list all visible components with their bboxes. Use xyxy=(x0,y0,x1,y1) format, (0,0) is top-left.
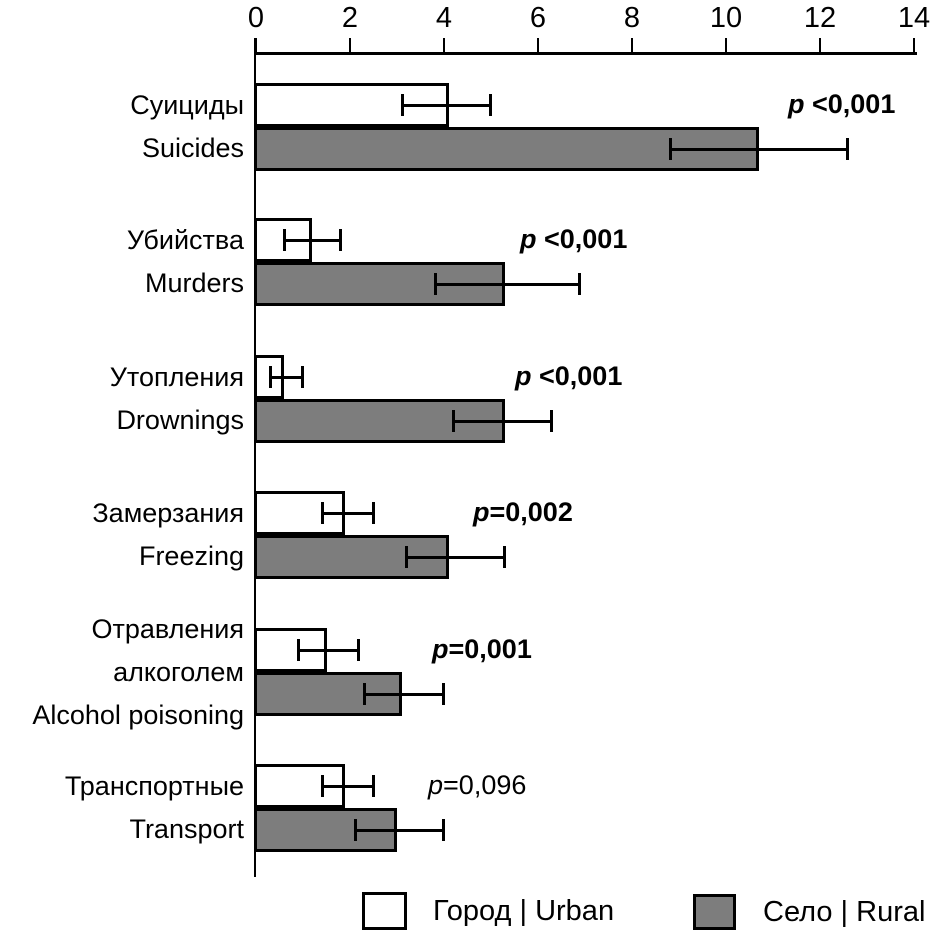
p-value-text: <0,001 xyxy=(536,224,628,254)
error-bar-rural-1-cap-right xyxy=(578,273,581,295)
p-value-label-3 xyxy=(473,496,573,529)
p-value-text: =0,096 xyxy=(443,770,527,800)
category-label-line: Отравления xyxy=(91,613,244,644)
category-label-2 xyxy=(0,356,244,442)
error-bar-rural-0 xyxy=(670,148,849,151)
p-value-label-1 xyxy=(520,223,627,256)
category-label-line: Suicides xyxy=(141,133,244,163)
axis-tick-label-12: 12 xyxy=(803,2,837,34)
top-axis-line xyxy=(254,52,917,55)
p-symbol: p xyxy=(515,361,532,391)
axis-tick-14 xyxy=(913,38,915,53)
p-value-text: <0,001 xyxy=(531,361,623,391)
axis-tick-6 xyxy=(537,38,539,53)
error-bar-urban-4-cap-right xyxy=(357,639,360,661)
error-bar-urban-0-cap-right xyxy=(489,94,492,116)
category-label-line: Drownings xyxy=(116,405,244,435)
error-bar-urban-5-cap-left xyxy=(321,775,324,797)
category-label-5 xyxy=(0,765,244,851)
error-bar-rural-4-cap-right xyxy=(442,683,445,705)
axis-tick-2 xyxy=(349,38,351,53)
axis-tick-label-6: 6 xyxy=(529,2,547,34)
error-bar-rural-3-cap-left xyxy=(405,546,408,568)
p-symbol: p xyxy=(432,634,449,664)
error-bar-urban-3 xyxy=(322,512,374,515)
legend-swatch-urban xyxy=(362,892,407,930)
error-bar-urban-1-cap-left xyxy=(283,229,286,251)
axis-tick-8 xyxy=(631,38,633,53)
category-label-line: Freezing xyxy=(138,541,244,571)
error-bar-urban-2-cap-right xyxy=(301,366,304,388)
error-bar-urban-5 xyxy=(322,785,374,788)
error-bar-urban-2 xyxy=(270,376,303,379)
error-bar-rural-2-cap-left xyxy=(452,410,455,432)
p-value-label-4 xyxy=(432,633,532,666)
category-label-0 xyxy=(0,84,244,170)
error-bar-urban-4-cap-left xyxy=(297,639,300,661)
error-bar-urban-5-cap-right xyxy=(372,775,375,797)
p-value-text: <0,001 xyxy=(804,89,896,119)
error-bar-rural-1-cap-left xyxy=(434,273,437,295)
error-bar-rural-5-cap-left xyxy=(354,819,357,841)
axis-tick-label-8: 8 xyxy=(623,2,641,34)
error-bar-rural-2 xyxy=(453,420,552,423)
axis-tick-label-10: 10 xyxy=(709,2,743,34)
error-bar-rural-4-cap-left xyxy=(363,683,366,705)
p-value-label-0 xyxy=(788,88,895,121)
category-label-line: Transport xyxy=(129,814,244,844)
axis-tick-label-0: 0 xyxy=(247,2,265,34)
error-bar-rural-4 xyxy=(364,693,444,696)
axis-tick-0 xyxy=(255,38,257,53)
error-bar-rural-5-cap-right xyxy=(442,819,445,841)
p-value-text: =0,001 xyxy=(448,634,532,664)
error-bar-rural-3 xyxy=(406,556,505,559)
error-bar-urban-1 xyxy=(284,239,340,242)
error-bar-rural-5 xyxy=(355,829,444,832)
error-bar-urban-1-cap-right xyxy=(339,229,342,251)
category-label-line: Транспортные xyxy=(64,771,244,801)
category-label-line: Убийства xyxy=(126,225,244,255)
error-bar-urban-3-cap-left xyxy=(321,502,324,524)
error-bar-urban-0-cap-left xyxy=(401,94,404,116)
error-bar-rural-2-cap-right xyxy=(550,410,553,432)
axis-tick-label-14: 14 xyxy=(897,2,931,34)
category-label-line: Утопления xyxy=(109,362,244,392)
axis-tick-10 xyxy=(725,38,727,53)
category-label-line: алкоголем xyxy=(113,656,244,687)
p-value-label-5 xyxy=(428,769,526,802)
p-value-label-2 xyxy=(515,360,622,393)
error-bar-urban-3-cap-right xyxy=(372,502,375,524)
error-bar-rural-0-cap-left xyxy=(669,138,672,160)
legend-label-urban: Город | Urban xyxy=(433,895,615,927)
p-symbol: p xyxy=(520,224,537,254)
category-label-line: Суициды xyxy=(130,90,244,120)
category-label-1 xyxy=(0,219,244,305)
axis-tick-label-4: 4 xyxy=(435,2,453,34)
p-value-text: =0,002 xyxy=(489,497,573,527)
error-bar-rural-3-cap-right xyxy=(503,546,506,568)
error-bar-urban-4 xyxy=(298,649,359,652)
category-label-4 xyxy=(0,608,244,737)
legend-label-rural: Село | Rural xyxy=(763,896,926,928)
axis-tick-12 xyxy=(819,38,821,53)
p-symbol: p xyxy=(473,497,490,527)
error-bar-urban-2-cap-left xyxy=(269,366,272,388)
error-bar-urban-0 xyxy=(402,104,491,107)
axis-tick-label-2: 2 xyxy=(341,2,359,34)
axis-tick-4 xyxy=(443,38,445,53)
category-label-line: Замерзания xyxy=(92,498,244,528)
category-label-line: Murders xyxy=(144,268,244,298)
p-symbol: p xyxy=(788,89,805,119)
category-label-line: Alcohol poisoning xyxy=(32,699,244,730)
category-label-3 xyxy=(0,492,244,578)
error-bar-rural-1 xyxy=(435,283,581,286)
error-bar-rural-0-cap-right xyxy=(846,138,849,160)
p-symbol: p xyxy=(428,770,444,800)
legend-swatch-rural xyxy=(693,894,736,930)
